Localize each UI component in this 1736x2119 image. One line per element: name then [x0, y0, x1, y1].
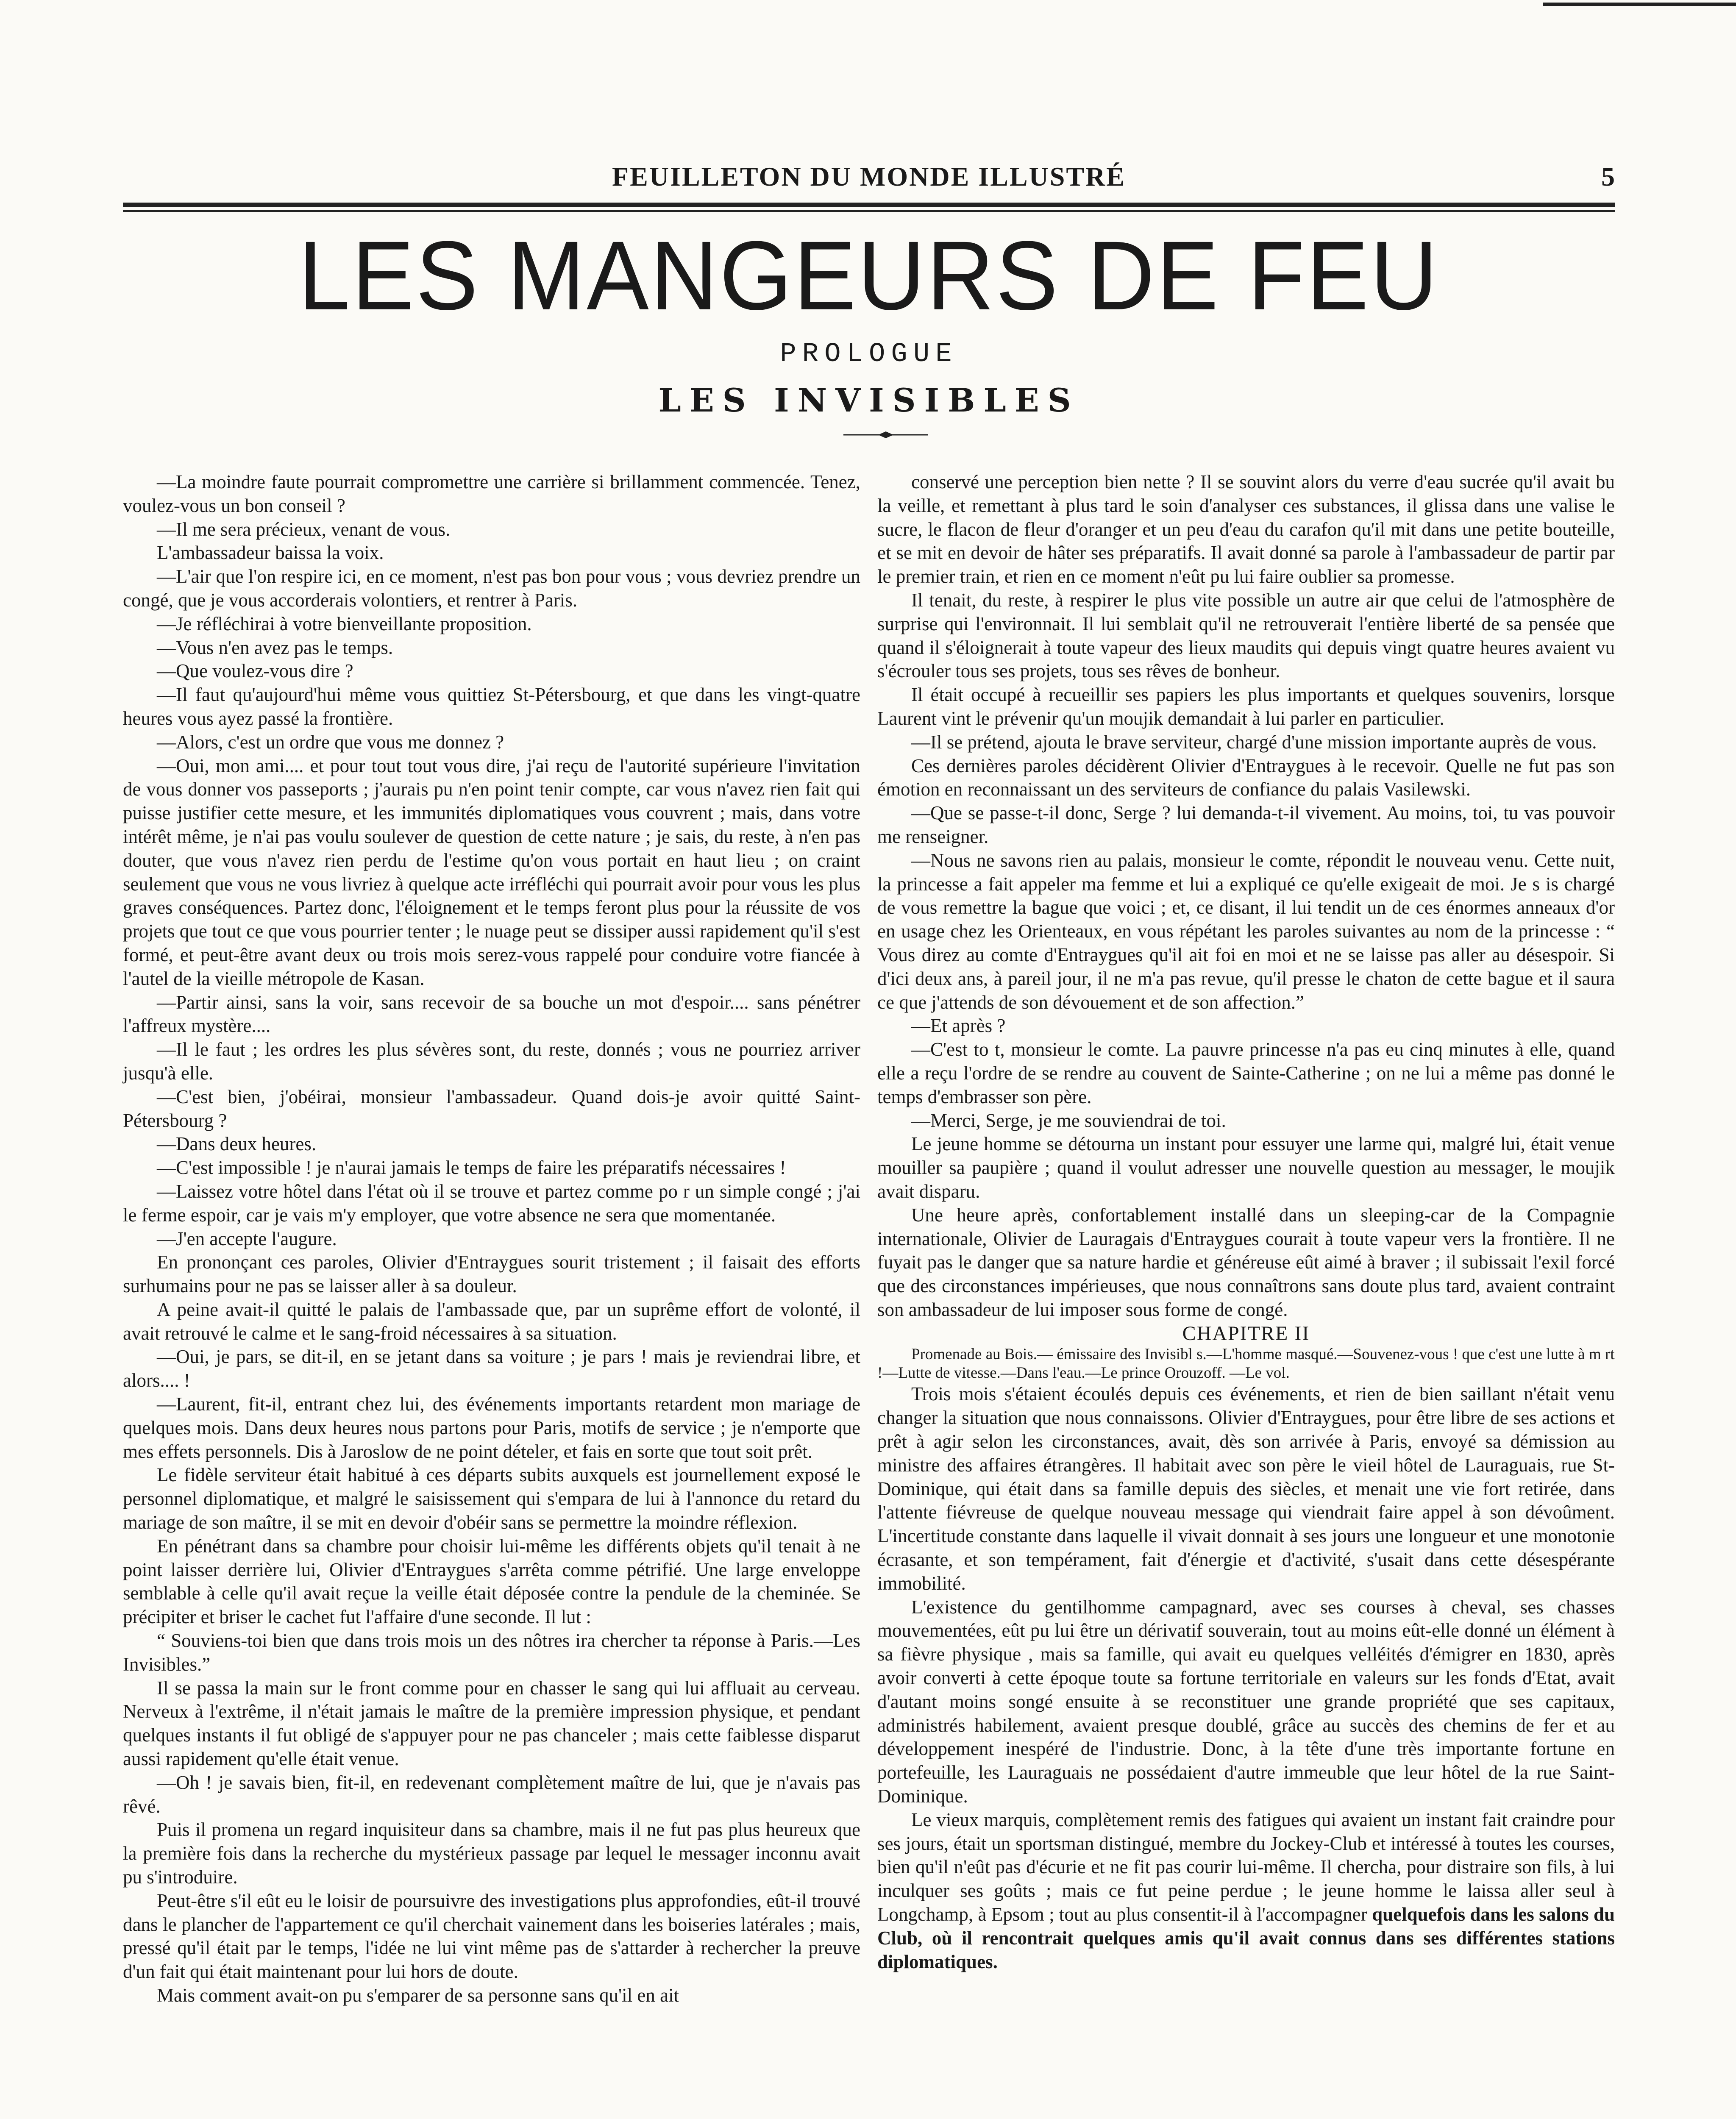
paragraph: —Et après ?: [911, 1015, 1006, 1037]
part-title: LES INVISIBLES: [658, 381, 1079, 419]
paragraph: —Je réfléchirai à votre bienveillante proposition.: [157, 613, 532, 634]
chapter-heading: CHAPITRE II: [1182, 1322, 1310, 1345]
chapter-summary: Promenade au Bois.— émissaire des Invisibl s.—L'homme masqué.—Souvenez-vous ! que c'est une lutte à m rt !—Lutte de vitesse.—Dans l'eau.—Le prince Orouzoff. —Le vol.: [877, 1346, 1615, 1382]
paragraph: —Oui, mon ami.... et pour tout tout vous dire, j'ai reçu de l'autorité supérieure l'invitation de vous donner vos passeports ; j'aurais pu n'en point tenir compte, car vous n'avez rien fait qui puisse justifier cette mesure, et les immunités diplomatiques vous couvrent ; mais, dans votre intérêt même, je n'ai pas voulu soulever de question de cette nature ; je sais, du reste, à n'en pas douter, que vous n'avez rien perdu de l'estime qu'on vous portait en haut lieu ; on craint seulement que vous ne vous livriez à quelque acte irréfléchi qui pourrait avoir pour vous les plus graves conséquences. Partez donc, l'éloignement et le temps feront plus pour la réussite de vos projets que tout ce que vous pourrier tenter ; le nuage peut se dissiper aussi rapidement qu'il s'est formé, et peut-être avant deux ou trois mois serez-vous rappelé pour conduire votre fiancée à l'autel de la vieille métropole de Kasan.: [123, 755, 860, 989]
ornament-divider: [843, 431, 928, 439]
paragraph: En prononçant ces paroles, Olivier d'Entraygues sourit tristement ; il faisait des efforts surhumains pour ne pas se laisser aller à sa douleur.: [123, 1251, 860, 1297]
paragraph: Une heure après, confortablement installé dans un sleeping-car de la Compagnie internationale, Olivier de Lauragais d'Entraygues courait à toute vapeur vers la frontière. Il ne fuyait pas le danger que sa nature hardie et généreuse eût aimé à braver ; il subissait l'exil forcé que des circonstances impérieuses, que nous connaîtrons sans doute plus tard, avaient contraint son ambassadeur de lui imposer sous forme de congé.: [877, 1204, 1615, 1320]
right-column-part-one: [877, 470, 1615, 1322]
paragraph: Puis il promena un regard inquisiteur dans sa chambre, mais il ne fut pas plus heureux que la première fois dans la recherche du mystérieux passage par lequel le messager inconnu avait pu s'introduire.: [123, 1819, 860, 1888]
paragraph: —Laissez votre hôtel dans l'état où il se trouve et partez comme po r un simple congé ; j'ai le ferme espoir, car je vais m'y employer, que votre absence ne sera que momentanée.: [123, 1180, 860, 1226]
top-edge-rule: [1543, 3, 1736, 6]
paragraph: —C'est to t, monsieur le comte. La pauvre princesse n'a pas eu cinq minutes à elle, quand elle a reçu l'ordre de se rendre au couvent de Sainte-Catherine ; on ne lui a même pas donné le temps d'embrasser son père.: [877, 1039, 1615, 1107]
paragraph: Trois mois s'étaient écoulés depuis ces événements, et rien de bien saillant n'était venu changer la situation que nous connaissons. Olivier d'Entraygues, pour être libre de ses actions et prêt à agir selon les circonstances, avait, dès son arrivée à Paris, envoyé sa démission au ministre des affaires étrangères. Il habitait avec son père le vieil hôtel de Lauraguais, rue St-Dominique, qui était dans sa famille depuis des siècles, et menait une vie fort retirée, dans l'attente fiévreuse de quelque nouveau message qui viendrait faire appel à son dévoûment. L'incertitude constante dans laquelle il vivait donnait à ses jours une longueur et une monotonie écrasante, et son tempérament, fait d'énergie et d'activité, s'usait dans cette désespérante immobilité.: [877, 1383, 1615, 1594]
paragraph: Le fidèle serviteur était habitué à ces départs subits auxquels est journellement exposé le personnel diplomatique, et malgré le saisissement qui s'empara de lui à l'annonce du retard du mariage de son maître, il se mit en devoir d'obéir sans se permettre la moindre réflexion.: [123, 1464, 860, 1533]
paragraph: Le jeune homme se détourna un instant pour essuyer une larme qui, malgré lui, était venue mouiller sa paupière ; quand il voulut adresser une nouvelle question au messager, le moujik avait disparu.: [877, 1133, 1615, 1202]
paragraph: L'ambassadeur baissa la voix.: [157, 542, 384, 564]
feuilleton-title: LES MANGEURS DE FEU: [298, 220, 1440, 331]
paragraph: —Oui, je pars, se dit-il, en se jetant dans sa voiture ; je pars ! mais je reviendrai libre, et alors.... !: [123, 1346, 860, 1391]
paragraph: —Nous ne savons rien au palais, monsieur le comte, répondit le nouveau venu. Cette nuit, la princesse a fait appeler ma femme et lui a expliqué ce qu'elle exigeait de moi. Je s is chargé de vous remettre la bague que voici ; et, ce disant, il lui tendit un de ces énormes anneaux d'or en usage chez les Orienteaux, en vous répétant les paroles suivantes au nom de la princesse : “ Vous direz au comte d'Entraygues qu'il ait foi en moi et ne se laisse pas aller au désespoir. Si d'ici deux ans, à pareil jour, il ne m'a pas revue, qu'il presse le chaton de cette bague et il saura ce que j'attends de son dévouement et de son affection.”: [877, 849, 1615, 1013]
running-header: [123, 161, 1615, 195]
paragraph: —Alors, c'est un ordre que vous me donnez ?: [157, 731, 504, 753]
paragraph: Peut-être s'il eût eu le loisir de poursuivre des investigations plus approfondies, eût-il trouvé dans le plancher de l'appartement ce qu'il cherchait vainement dans les boiseries latérales ; mais, pressé qu'il était par le temps, l'idée ne lui vint même pas de s'attarder à rechercher la preuve d'un fait qui était maintenant pour lui hors de doute.: [123, 1890, 860, 1983]
paragraph: —Il le faut ; les ordres les plus sévères sont, du reste, donnés ; vous ne pourriez arriver jusqu'à elle.: [123, 1039, 860, 1084]
paragraph: Le vieux marquis, complètement remis des fatigues qui avaient un instant fait craindre pour ses jours, était un sportsman distingué, membre du Jockey-Club et intéressé à toutes les courses, bien qu'il n'eût pas d'écurie et ne fit pas courir lui-même. Il chercha, pour distraire son fils, à lui inculquer ses goûts ; mais ce fut peine perdue ; le jeune homme le laissa aller seul à Longchamp, à Epsom ; tout au plus consentit-il à l'accompagner quelquefois dans les salons du Club, où il rencontrait quelques amis qu'il avait connus dans ses différentes stations diplomatiques.: [877, 1809, 1615, 1972]
header-rule-thin: [123, 210, 1615, 212]
header-rule-thick: [123, 203, 1615, 207]
paragraph: Ces dernières paroles décidèrent Olivier d'Entraygues à le recevoir. Quelle ne fut pas son émotion en reconnaissant un des serviteurs de confiance du palais Vasilewski.: [877, 755, 1615, 800]
paragraph: —La moindre faute pourrait compromettre une carrière si brillamment commencée. Tenez, voulez-vous un bon conseil ?: [123, 471, 860, 516]
paragraph: “ Souviens-toi bien que dans trois mois un des nôtres ira chercher ta réponse à Paris.—Les Invisibles.”: [123, 1630, 860, 1675]
left-column: [123, 470, 860, 2008]
paragraph: —C'est bien, j'obéirai, monsieur l'ambassadeur. Quand dois-je avoir quitté Saint-Pétersbourg ?: [123, 1086, 860, 1131]
running-title: FEUILLETON DU MONDE ILLUSTRÉ: [612, 161, 1126, 192]
paragraph: —J'en accepte l'augure.: [157, 1228, 337, 1249]
paragraph: Il se passa la main sur le front comme pour en chasser le sang qui lui affluait au cerveau. Nerveux à l'extrême, il n'était jamais le maître de la première impression physique, et pendant quelques instants il fut obligé de s'appuyer pour ne pas chanceler ; mais cette faiblesse disparut aussi rapidement qu'elle était venue.: [123, 1677, 860, 1770]
paragraph: —C'est impossible ! je n'aurai jamais le temps de faire les préparatifs nécessaires !: [157, 1157, 786, 1179]
paragraph: —Oh ! je savais bien, fit-il, en redevenant complètement maître de lui, que je n'avais pas rêvé.: [123, 1771, 860, 1817]
paragraph: conservé une perception bien nette ? Il se souvint alors du verre d'eau sucrée qu'il avait bu la veille, et remettant à plus tard le soin d'analyser ces substances, il glissa dans une valise le sucre, le flacon de fleur d'oranger et un peu d'eau du carafon qu'il mit dans une petite bouteille, et se mit en devoir de hâter ses préparatifs. Il avait donné sa parole à l'ambassadeur de partir par le premier train, et rien en ce moment n'eût pu lui faire oublier sa promesse.: [877, 471, 1615, 587]
right-column: [877, 470, 1615, 1974]
right-column-part-two: [877, 1382, 1615, 1974]
page-number: 5: [1601, 161, 1615, 192]
paragraph: L'existence du gentilhomme campagnard, avec ses courses à cheval, ses chasses mouvementées, eût pu lui être un dérivatif souverain, tout au moins eût-elle donné un élément à sa fièvre physique , mais sa famille, qui avait eu quelques velléités d'émigrer en 1830, après avoir converti à cette époque toute sa fortune territoriale en valeurs sur les fonds d'Etat, avait d'autant moins songé ensuite à se reconstituer une grande propriété que ses capitaux, administrés habilement, avaient presque doublé, grâce au succès des chemins de fer et au développement inespéré de l'industrie. Donc, à la tête d'une très importante fortune en portefeuille, les Lauraguais ne possédaient d'autre immeuble que leur hôtel de la rue Saint-Dominique.: [877, 1596, 1615, 1807]
paragraph: —Merci, Serge, je me souviendrai de toi.: [911, 1110, 1226, 1131]
paragraph: —Dans deux heures.: [157, 1133, 317, 1155]
bold-closing-text: quelquefois dans les salons du Club, où il rencontrait quelques amis qu'il avait connus dans ses différentes stations diplomatiques.: [877, 1904, 1615, 1972]
paragraph: A peine avait-il quitté le palais de l'ambassade que, par un suprême effort de volonté, il avait retrouvé le calme et le sang-froid nécessaires à sa situation.: [123, 1299, 860, 1344]
paragraph: Il tenait, du reste, à respirer le plus vite possible un autre air que celui de l'atmosphère de surprise qui l'environnait. Il lui semblait qu'il ne retrouverait l'entière liberté de sa pensée que quand il s'éloignerait à toute vapeur des lieux maudits qui depuis vingt quatre heures avaient vu s'écrouler tous ses projets, tous ses rêves de bonheur.: [877, 589, 1615, 682]
paragraph: —Il se prétend, ajouta le brave serviteur, chargé d'une mission importante auprès de vous.: [911, 731, 1597, 753]
paragraph: —Vous n'en avez pas le temps.: [157, 637, 393, 658]
paragraph: En pénétrant dans sa chambre pour choisir lui-même les différents objets qu'il tenait à ne point laisser derrière lui, Olivier d'Entraygues s'arrêta comme pétrifié. Une large enveloppe semblable à celle qu'il avait reçue la veille était déposée contre la pendule de la cheminée. Se précipiter et briser le cachet fut l'affaire d'une seconde. Il lut :: [123, 1535, 860, 1628]
paragraph: —Il me sera précieux, venant de vous.: [157, 518, 451, 540]
paragraph: —L'air que l'on respire ici, en ce moment, n'est pas bon pour vous ; vous devriez prendre un congé, que je vous accorderais volontiers, et rentrer à Paris.: [123, 566, 860, 611]
paragraph: —Laurent, fit-il, entrant chez lui, des événements importants retardent mon mariage de quelques mois. Dans deux heures nous partons pour Paris, motifs de service ; je n'emporte que mes effets personnels. Dis à Jaroslow de ne point dételer, et fais en sorte que tout soit prêt.: [123, 1393, 860, 1462]
paragraph: —Il faut qu'aujourd'hui même vous quittiez St-Pétersbourg, et que dans les vingt-quatre heures vous ayez passé la frontière.: [123, 684, 860, 729]
paragraph: —Que voulez-vous dire ?: [157, 660, 353, 682]
prologue-label: PROLOGUE: [780, 339, 958, 370]
paragraph: —Que se passe-t-il donc, Serge ? lui demanda-t-il vivement. Au moins, toi, tu vas pouvoir me renseigner.: [877, 802, 1615, 847]
paragraph: Il était occupé à recueillir ses papiers les plus importants et quelques souvenirs, lorsque Laurent vint le prévenir qu'un moujik demandait à lui parler en particulier.: [877, 684, 1615, 729]
paragraph: —Partir ainsi, sans la voir, sans recevoir de sa bouche un mot d'espoir.... sans pénétrer l'affreux mystère....: [123, 991, 860, 1037]
paragraph: Mais comment avait-on pu s'emparer de sa personne sans qu'il en ait: [157, 1985, 679, 2006]
